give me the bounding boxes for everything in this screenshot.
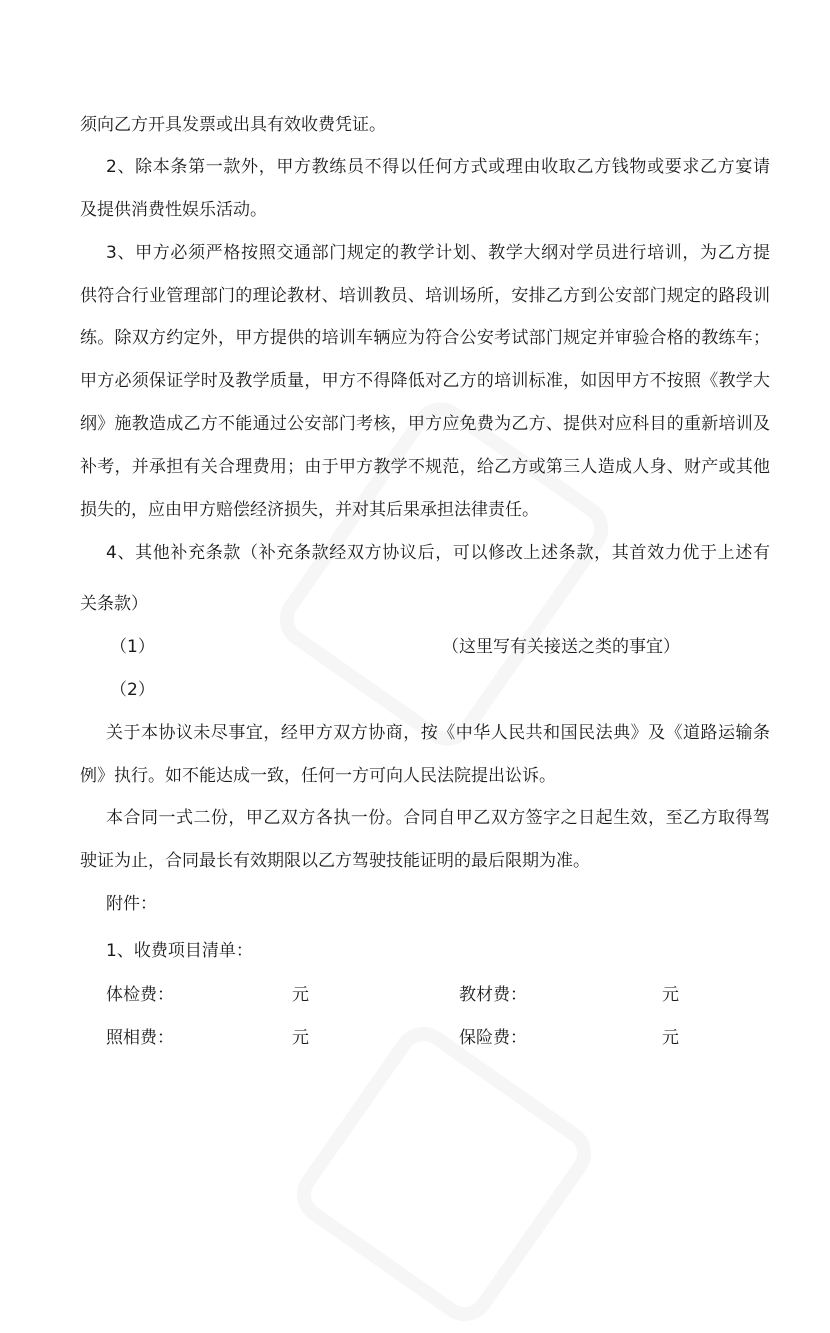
supplement-item-1: （1） [110, 637, 155, 657]
supplement-item-1-note: （这里写有关接送之类的事宜） [442, 637, 680, 657]
fee-list-title: 1、收费项目清单： [106, 941, 253, 961]
fee-unit: 元 [292, 1028, 309, 1048]
fee-name: 保险费： [459, 1028, 527, 1048]
paragraph-line: 驶证为止，合同最长有效期限以乙方驾驶技能证明的最后限期为准。 [80, 851, 590, 871]
paragraph-line: 4、其他补充条款（补充条款经双方协议后，可以修改上述条款，其首效力优于上述有 [106, 543, 770, 563]
paragraph-line: 供符合行业管理部门的理论教材、培训教员、培训场所，安排乙方到公安部门规定的路段训 [80, 286, 770, 306]
paragraph-line: 关条款） [80, 594, 148, 614]
fee-unit: 元 [662, 1028, 679, 1048]
attachment-label: 附件： [106, 894, 157, 914]
paragraph-line: 甲方必须保证学时及教学质量，甲方不得降低对乙方的培训标准，如因甲方不按照《教学大 [80, 371, 770, 391]
paragraph-line: 例》执行。如不能达成一致，任何一方可向人民法院提出讼诉。 [80, 766, 556, 786]
fee-unit: 元 [292, 985, 309, 1005]
paragraph-line: 纲》施教造成乙方不能通过公安部门考核，甲方应免费为乙方、提供对应科目的重新培训及 [80, 414, 770, 434]
watermark [268, 391, 620, 758]
fee-unit: 元 [662, 985, 679, 1005]
fee-name: 体检费： [106, 985, 174, 1005]
fee-name: 照相费： [106, 1028, 174, 1048]
paragraph-line: 本合同一式二份，甲乙双方各执一份。合同自甲乙双方签字之日起生效，至乙方取得驾 [106, 808, 770, 828]
supplement-item-2: （2） [110, 680, 155, 700]
paragraph-line: 3、甲方必须严格按照交通部门规定的教学计划、教学大纲对学员进行培训，为乙方提 [106, 243, 770, 263]
paragraph-line: 2、除本条第一款外，甲方教练员不得以任何方式或理由收取乙方钱物或要求乙方宴请 [106, 157, 770, 177]
paragraph-line: 练。除双方约定外，甲方提供的培训车辆应为符合公安考试部门规定并审验合格的教练车； [80, 328, 770, 348]
fee-name: 教材费： [459, 985, 527, 1005]
paragraph-line: 补考，并承担有关合理费用；由于甲方教学不规范，给乙方或第三人造成人身、财产或其他 [80, 457, 770, 477]
paragraph-line: 须向乙方开具发票或出具有效收费凭证。 [80, 115, 386, 135]
paragraph-line: 关于本协议未尽事宜，经甲方双方协商，按《中华人民共和国民法典》及《道路运输条 [106, 723, 770, 743]
paragraph-line: 损失的，应由甲方赔偿经济损失，并对其后果承担法律责任。 [80, 500, 539, 520]
paragraph-line: 及提供消费性娱乐活动。 [80, 200, 267, 220]
